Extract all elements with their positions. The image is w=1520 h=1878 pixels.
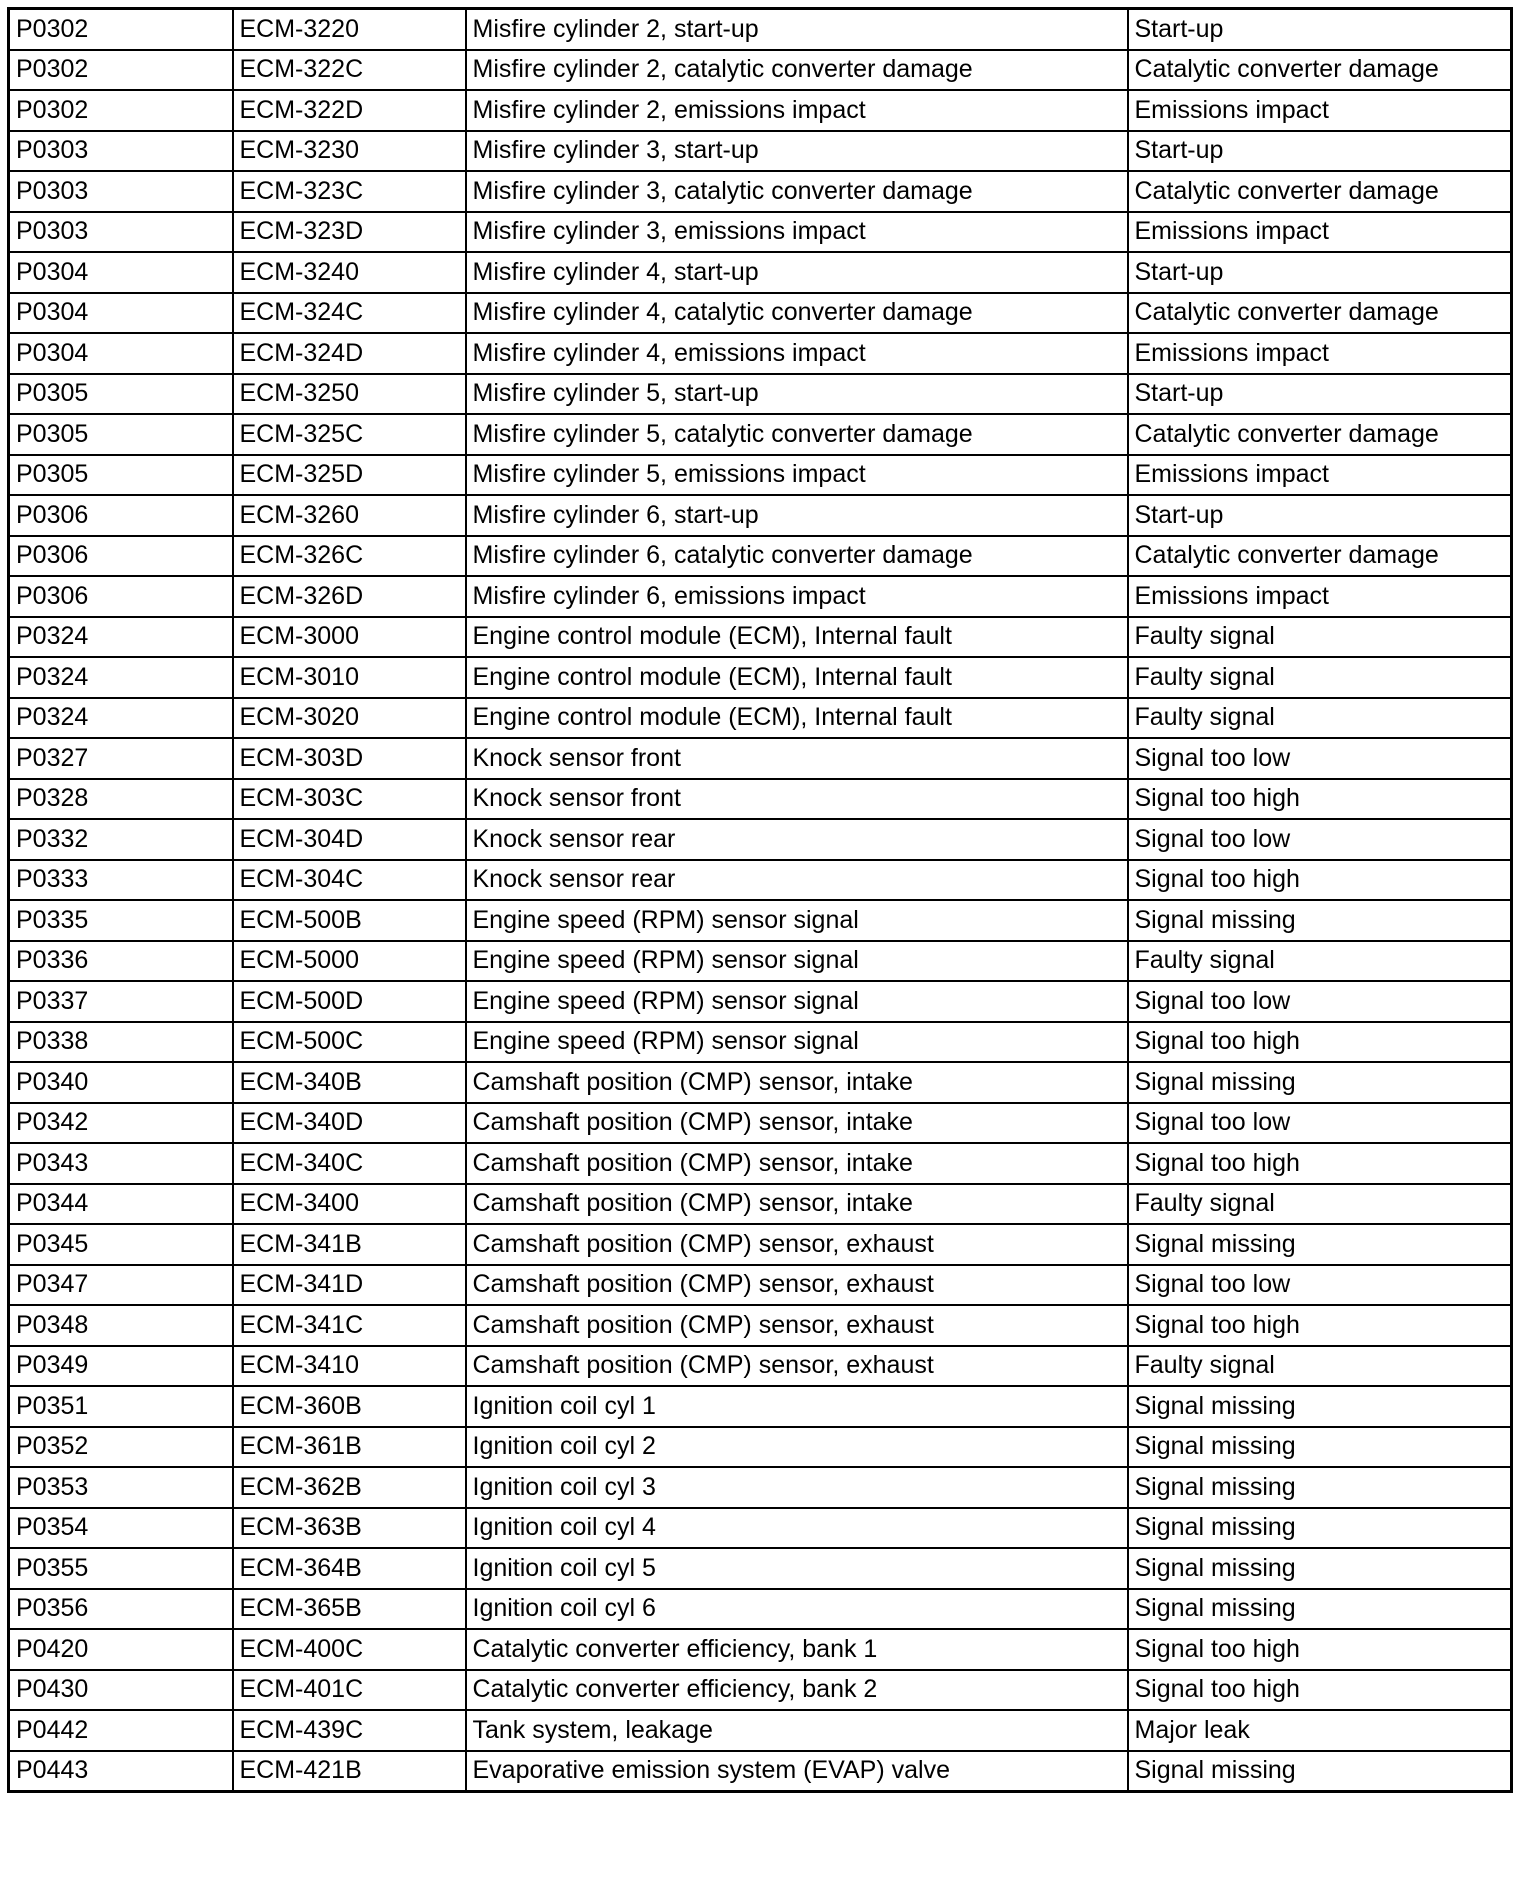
- component-cell: Camshaft position (CMP) sensor, intake: [466, 1184, 1128, 1225]
- table-row: [9, 212, 1512, 253]
- table-row: [9, 1427, 1512, 1468]
- table-row: [9, 1508, 1512, 1549]
- table-row: [9, 90, 1512, 131]
- component-cell: Camshaft position (CMP) sensor, intake: [466, 1143, 1128, 1184]
- ecm-code-cell: ECM-3000: [233, 617, 466, 658]
- dtc-code-cell: P0304: [9, 333, 233, 374]
- ecm-code-cell: ECM-322C: [233, 50, 466, 91]
- ecm-code-cell: ECM-324D: [233, 333, 466, 374]
- dtc-code-cell: P0304: [9, 293, 233, 334]
- table-row: [9, 1022, 1512, 1063]
- table-row: [9, 495, 1512, 536]
- component-cell: Knock sensor rear: [466, 819, 1128, 860]
- component-cell: Engine control module (ECM), Internal fault: [466, 657, 1128, 698]
- ecm-code-cell: ECM-303D: [233, 738, 466, 779]
- component-cell: Misfire cylinder 6, emissions impact: [466, 576, 1128, 617]
- component-cell: Misfire cylinder 4, start-up: [466, 252, 1128, 293]
- dtc-code-cell: P0306: [9, 495, 233, 536]
- fault-type-cell: Signal missing: [1128, 1427, 1512, 1468]
- dtc-code-cell: P0348: [9, 1305, 233, 1346]
- ecm-code-cell: ECM-363B: [233, 1508, 466, 1549]
- dtc-code-cell: P0333: [9, 860, 233, 901]
- dtc-code-cell: P0302: [9, 9, 233, 50]
- dtc-code-cell: P0335: [9, 900, 233, 941]
- fault-type-cell: Signal too low: [1128, 819, 1512, 860]
- component-cell: Ignition coil cyl 4: [466, 1508, 1128, 1549]
- fault-type-cell: Catalytic converter damage: [1128, 50, 1512, 91]
- dtc-code-cell: P0305: [9, 455, 233, 496]
- ecm-code-cell: ECM-322D: [233, 90, 466, 131]
- component-cell: Misfire cylinder 5, catalytic converter damage: [466, 414, 1128, 455]
- fault-type-cell: Catalytic converter damage: [1128, 536, 1512, 577]
- component-cell: Engine control module (ECM), Internal fault: [466, 617, 1128, 658]
- fault-type-cell: Signal too low: [1128, 1103, 1512, 1144]
- component-cell: Ignition coil cyl 1: [466, 1386, 1128, 1427]
- ecm-code-cell: ECM-365B: [233, 1589, 466, 1630]
- fault-type-cell: Emissions impact: [1128, 90, 1512, 131]
- ecm-code-cell: ECM-401C: [233, 1670, 466, 1711]
- dtc-code-cell: P0324: [9, 617, 233, 658]
- ecm-code-cell: ECM-5000: [233, 941, 466, 982]
- table-row: [9, 698, 1512, 739]
- fault-type-cell: Signal missing: [1128, 1062, 1512, 1103]
- table-row: [9, 819, 1512, 860]
- dtc-code-cell: P0336: [9, 941, 233, 982]
- fault-type-cell: Signal missing: [1128, 1548, 1512, 1589]
- table-row: [9, 1467, 1512, 1508]
- fault-type-cell: Signal too high: [1128, 779, 1512, 820]
- table-row: [9, 1062, 1512, 1103]
- table-row: [9, 131, 1512, 172]
- table-row: [9, 252, 1512, 293]
- table-row: [9, 50, 1512, 91]
- component-cell: Misfire cylinder 3, start-up: [466, 131, 1128, 172]
- component-cell: Camshaft position (CMP) sensor, exhaust: [466, 1224, 1128, 1265]
- dtc-code-cell: P0353: [9, 1467, 233, 1508]
- ecm-code-cell: ECM-3220: [233, 9, 466, 50]
- fault-type-cell: Signal missing: [1128, 900, 1512, 941]
- dtc-code-cell: P0337: [9, 981, 233, 1022]
- fault-type-cell: Signal missing: [1128, 1751, 1512, 1792]
- ecm-code-cell: ECM-3020: [233, 698, 466, 739]
- ecm-code-cell: ECM-364B: [233, 1548, 466, 1589]
- fault-type-cell: Catalytic converter damage: [1128, 414, 1512, 455]
- component-cell: Misfire cylinder 3, emissions impact: [466, 212, 1128, 253]
- ecm-code-cell: ECM-326C: [233, 536, 466, 577]
- component-cell: Ignition coil cyl 6: [466, 1589, 1128, 1630]
- table-row: [9, 576, 1512, 617]
- table-row: [9, 1265, 1512, 1306]
- ecm-code-cell: ECM-324C: [233, 293, 466, 334]
- fault-type-cell: Signal missing: [1128, 1386, 1512, 1427]
- ecm-code-cell: ECM-325C: [233, 414, 466, 455]
- dtc-code-cell: P0443: [9, 1751, 233, 1792]
- table-row: [9, 1103, 1512, 1144]
- dtc-code-cell: P0324: [9, 698, 233, 739]
- component-cell: Engine speed (RPM) sensor signal: [466, 941, 1128, 982]
- table-row: [9, 1184, 1512, 1225]
- dtc-table-body: [9, 9, 1512, 1792]
- table-row: [9, 900, 1512, 941]
- fault-type-cell: Signal too low: [1128, 1265, 1512, 1306]
- table-row: [9, 9, 1512, 50]
- dtc-code-cell: P0355: [9, 1548, 233, 1589]
- ecm-code-cell: ECM-340C: [233, 1143, 466, 1184]
- component-cell: Ignition coil cyl 2: [466, 1427, 1128, 1468]
- component-cell: Evaporative emission system (EVAP) valve: [466, 1751, 1128, 1792]
- ecm-code-cell: ECM-3260: [233, 495, 466, 536]
- table-row: [9, 1589, 1512, 1630]
- ecm-code-cell: ECM-3250: [233, 374, 466, 415]
- ecm-code-cell: ECM-323C: [233, 171, 466, 212]
- fault-type-cell: Signal too high: [1128, 1629, 1512, 1670]
- component-cell: Engine speed (RPM) sensor signal: [466, 981, 1128, 1022]
- table-row: [9, 1629, 1512, 1670]
- dtc-code-cell: P0324: [9, 657, 233, 698]
- dtc-code-cell: P0430: [9, 1670, 233, 1711]
- table-row: [9, 1143, 1512, 1184]
- ecm-code-cell: ECM-400C: [233, 1629, 466, 1670]
- component-cell: Tank system, leakage: [466, 1710, 1128, 1751]
- component-cell: Knock sensor front: [466, 738, 1128, 779]
- table-row: [9, 293, 1512, 334]
- fault-type-cell: Start-up: [1128, 495, 1512, 536]
- component-cell: Ignition coil cyl 3: [466, 1467, 1128, 1508]
- table-row: [9, 1386, 1512, 1427]
- component-cell: Knock sensor rear: [466, 860, 1128, 901]
- fault-type-cell: Faulty signal: [1128, 941, 1512, 982]
- fault-type-cell: Emissions impact: [1128, 333, 1512, 374]
- dtc-code-cell: P0351: [9, 1386, 233, 1427]
- fault-type-cell: Faulty signal: [1128, 617, 1512, 658]
- table-row: [9, 1224, 1512, 1265]
- dtc-code-cell: P0352: [9, 1427, 233, 1468]
- ecm-code-cell: ECM-341D: [233, 1265, 466, 1306]
- table-row: [9, 333, 1512, 374]
- table-row: [9, 374, 1512, 415]
- ecm-code-cell: ECM-3230: [233, 131, 466, 172]
- fault-type-cell: Emissions impact: [1128, 576, 1512, 617]
- component-cell: Engine control module (ECM), Internal fault: [466, 698, 1128, 739]
- dtc-code-cell: P0442: [9, 1710, 233, 1751]
- ecm-code-cell: ECM-3400: [233, 1184, 466, 1225]
- component-cell: Misfire cylinder 2, emissions impact: [466, 90, 1128, 131]
- table-row: [9, 657, 1512, 698]
- fault-type-cell: Faulty signal: [1128, 657, 1512, 698]
- dtc-code-cell: P0420: [9, 1629, 233, 1670]
- dtc-code-cell: P0305: [9, 414, 233, 455]
- ecm-code-cell: ECM-360B: [233, 1386, 466, 1427]
- ecm-code-cell: ECM-439C: [233, 1710, 466, 1751]
- component-cell: Engine speed (RPM) sensor signal: [466, 900, 1128, 941]
- dtc-code-cell: P0302: [9, 50, 233, 91]
- component-cell: Camshaft position (CMP) sensor, intake: [466, 1062, 1128, 1103]
- fault-type-cell: Catalytic converter damage: [1128, 293, 1512, 334]
- ecm-code-cell: ECM-323D: [233, 212, 466, 253]
- dtc-code-cell: P0302: [9, 90, 233, 131]
- table-row: [9, 941, 1512, 982]
- dtc-code-cell: P0338: [9, 1022, 233, 1063]
- ecm-code-cell: ECM-3410: [233, 1346, 466, 1387]
- ecm-code-cell: ECM-500B: [233, 900, 466, 941]
- dtc-code-cell: P0306: [9, 536, 233, 577]
- dtc-code-cell: P0354: [9, 1508, 233, 1549]
- fault-type-cell: Signal too high: [1128, 860, 1512, 901]
- component-cell: Misfire cylinder 3, catalytic converter damage: [466, 171, 1128, 212]
- fault-type-cell: Signal too high: [1128, 1670, 1512, 1711]
- component-cell: Camshaft position (CMP) sensor, exhaust: [466, 1265, 1128, 1306]
- fault-type-cell: Start-up: [1128, 374, 1512, 415]
- component-cell: Camshaft position (CMP) sensor, exhaust: [466, 1305, 1128, 1346]
- component-cell: Catalytic converter efficiency, bank 1: [466, 1629, 1128, 1670]
- dtc-code-cell: P0345: [9, 1224, 233, 1265]
- component-cell: Misfire cylinder 6, catalytic converter damage: [466, 536, 1128, 577]
- table-row: [9, 1548, 1512, 1589]
- component-cell: Misfire cylinder 2, catalytic converter damage: [466, 50, 1128, 91]
- dtc-code-cell: P0327: [9, 738, 233, 779]
- component-cell: Engine speed (RPM) sensor signal: [466, 1022, 1128, 1063]
- table-row: [9, 779, 1512, 820]
- fault-type-cell: Emissions impact: [1128, 212, 1512, 253]
- ecm-code-cell: ECM-341B: [233, 1224, 466, 1265]
- ecm-code-cell: ECM-421B: [233, 1751, 466, 1792]
- table-row: [9, 981, 1512, 1022]
- fault-type-cell: Faulty signal: [1128, 698, 1512, 739]
- table-row: [9, 1710, 1512, 1751]
- component-cell: Ignition coil cyl 5: [466, 1548, 1128, 1589]
- ecm-code-cell: ECM-304C: [233, 860, 466, 901]
- dtc-code-cell: P0356: [9, 1589, 233, 1630]
- dtc-code-cell: P0304: [9, 252, 233, 293]
- table-row: [9, 1670, 1512, 1711]
- component-cell: Misfire cylinder 2, start-up: [466, 9, 1128, 50]
- ecm-code-cell: ECM-500C: [233, 1022, 466, 1063]
- dtc-code-cell: P0305: [9, 374, 233, 415]
- table-row: [9, 455, 1512, 496]
- dtc-code-cell: P0332: [9, 819, 233, 860]
- ecm-code-cell: ECM-303C: [233, 779, 466, 820]
- table-row: [9, 1751, 1512, 1792]
- dtc-code-cell: P0303: [9, 212, 233, 253]
- fault-type-cell: Signal too high: [1128, 1305, 1512, 1346]
- fault-type-cell: Signal too low: [1128, 981, 1512, 1022]
- dtc-code-cell: P0342: [9, 1103, 233, 1144]
- ecm-code-cell: ECM-362B: [233, 1467, 466, 1508]
- table-row: [9, 860, 1512, 901]
- ecm-code-cell: ECM-304D: [233, 819, 466, 860]
- dtc-code-cell: P0347: [9, 1265, 233, 1306]
- fault-type-cell: Signal missing: [1128, 1589, 1512, 1630]
- fault-type-cell: Catalytic converter damage: [1128, 171, 1512, 212]
- table-row: [9, 414, 1512, 455]
- ecm-code-cell: ECM-341C: [233, 1305, 466, 1346]
- ecm-code-cell: ECM-361B: [233, 1427, 466, 1468]
- component-cell: Camshaft position (CMP) sensor, exhaust: [466, 1346, 1128, 1387]
- fault-type-cell: Faulty signal: [1128, 1184, 1512, 1225]
- component-cell: Misfire cylinder 4, emissions impact: [466, 333, 1128, 374]
- dtc-code-cell: P0303: [9, 131, 233, 172]
- dtc-code-cell: P0340: [9, 1062, 233, 1103]
- dtc-code-cell: P0344: [9, 1184, 233, 1225]
- dtc-code-cell: P0306: [9, 576, 233, 617]
- fault-type-cell: Emissions impact: [1128, 455, 1512, 496]
- table-row: [9, 1346, 1512, 1387]
- component-cell: Camshaft position (CMP) sensor, intake: [466, 1103, 1128, 1144]
- component-cell: Misfire cylinder 5, emissions impact: [466, 455, 1128, 496]
- ecm-code-cell: ECM-3010: [233, 657, 466, 698]
- table-row: [9, 1305, 1512, 1346]
- ecm-code-cell: ECM-340D: [233, 1103, 466, 1144]
- dtc-code-cell: P0349: [9, 1346, 233, 1387]
- component-cell: Misfire cylinder 6, start-up: [466, 495, 1128, 536]
- fault-type-cell: Start-up: [1128, 252, 1512, 293]
- fault-type-cell: Signal missing: [1128, 1508, 1512, 1549]
- fault-type-cell: Start-up: [1128, 9, 1512, 50]
- table-row: [9, 738, 1512, 779]
- fault-type-cell: Major leak: [1128, 1710, 1512, 1751]
- dtc-code-cell: P0343: [9, 1143, 233, 1184]
- fault-type-cell: Start-up: [1128, 131, 1512, 172]
- table-row: [9, 617, 1512, 658]
- dtc-code-cell: P0328: [9, 779, 233, 820]
- fault-type-cell: Signal too high: [1128, 1143, 1512, 1184]
- fault-type-cell: Signal missing: [1128, 1467, 1512, 1508]
- ecm-code-cell: ECM-340B: [233, 1062, 466, 1103]
- fault-type-cell: Signal too low: [1128, 738, 1512, 779]
- component-cell: Catalytic converter efficiency, bank 2: [466, 1670, 1128, 1711]
- fault-type-cell: Signal too high: [1128, 1022, 1512, 1063]
- ecm-code-cell: ECM-3240: [233, 252, 466, 293]
- dtc-table: [7, 7, 1513, 1793]
- table-row: [9, 171, 1512, 212]
- component-cell: Knock sensor front: [466, 779, 1128, 820]
- fault-type-cell: Faulty signal: [1128, 1346, 1512, 1387]
- ecm-code-cell: ECM-326D: [233, 576, 466, 617]
- fault-type-cell: Signal missing: [1128, 1224, 1512, 1265]
- ecm-code-cell: ECM-325D: [233, 455, 466, 496]
- component-cell: Misfire cylinder 5, start-up: [466, 374, 1128, 415]
- ecm-code-cell: ECM-500D: [233, 981, 466, 1022]
- component-cell: Misfire cylinder 4, catalytic converter damage: [466, 293, 1128, 334]
- dtc-code-cell: P0303: [9, 171, 233, 212]
- table-row: [9, 536, 1512, 577]
